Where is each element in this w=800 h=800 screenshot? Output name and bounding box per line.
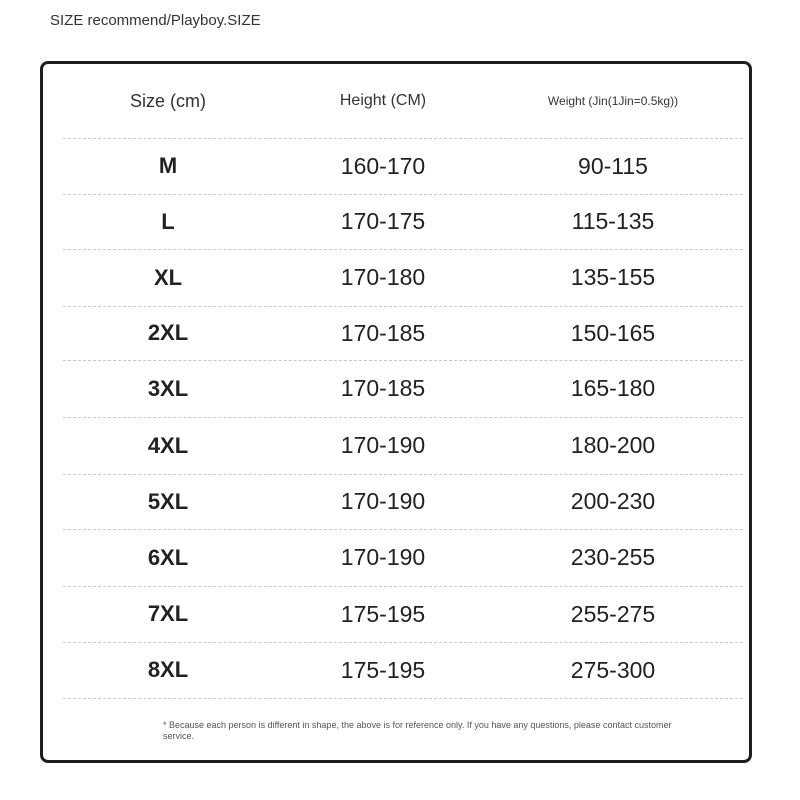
header-size: Size (cm) xyxy=(130,90,206,111)
height-cell: 170-185 xyxy=(340,375,426,401)
size-cell: 6XL xyxy=(147,544,189,570)
size-cell: M xyxy=(158,153,178,178)
weight-cell: 115-135 xyxy=(571,208,655,234)
weight-cell: 150-165 xyxy=(570,319,656,346)
weight-cell: 165-180 xyxy=(570,375,656,401)
table-row xyxy=(63,417,743,475)
table-header-row xyxy=(63,64,743,139)
size-cell: 2XL xyxy=(147,320,189,345)
page-title: SIZE recommend/Playboy.SIZE xyxy=(50,12,261,29)
table-row xyxy=(63,194,743,250)
table-row xyxy=(63,529,743,587)
height-cell: 170-175 xyxy=(340,208,426,234)
size-cell: 5XL xyxy=(147,488,189,514)
table-row xyxy=(63,474,743,530)
header-height: Height (CM) xyxy=(339,92,427,109)
height-cell: 170-190 xyxy=(340,432,426,458)
disclaimer-note: * Because each person is different in shape, the above is for reference only. If you have any questions, please contact customer service. xyxy=(163,720,672,741)
size-cell: 7XL xyxy=(147,601,189,626)
height-cell: 170-180 xyxy=(340,264,426,290)
table-row xyxy=(63,642,743,699)
height-cell: 170-190 xyxy=(340,488,426,514)
weight-cell: 230-255 xyxy=(570,544,656,570)
table-row xyxy=(63,249,743,307)
table-row xyxy=(63,306,743,361)
size-chart-card xyxy=(40,61,752,763)
size-cell: 8XL xyxy=(147,657,189,682)
size-cell: 4XL xyxy=(147,432,189,458)
weight-cell: 135-155 xyxy=(570,264,656,290)
height-cell: 175-195 xyxy=(340,600,426,627)
size-cell: 3XL xyxy=(147,375,189,401)
table-row xyxy=(63,586,743,643)
height-cell: 160-170 xyxy=(340,152,426,179)
weight-cell: 255-275 xyxy=(570,600,656,627)
table-row xyxy=(63,138,743,195)
height-cell: 175-195 xyxy=(340,656,426,683)
weight-cell: 200-230 xyxy=(570,488,656,514)
height-cell: 170-185 xyxy=(340,319,426,346)
weight-cell: 275-300 xyxy=(570,656,656,683)
weight-cell: 180-200 xyxy=(570,432,656,458)
table-row xyxy=(63,360,743,418)
header-weight: Weight (Jin(1Jin=0.5kg)) xyxy=(547,94,679,108)
size-cell: L xyxy=(161,208,175,234)
size-cell: XL xyxy=(153,264,183,290)
height-cell: 170-190 xyxy=(340,544,426,570)
weight-cell: 90-115 xyxy=(578,152,648,179)
